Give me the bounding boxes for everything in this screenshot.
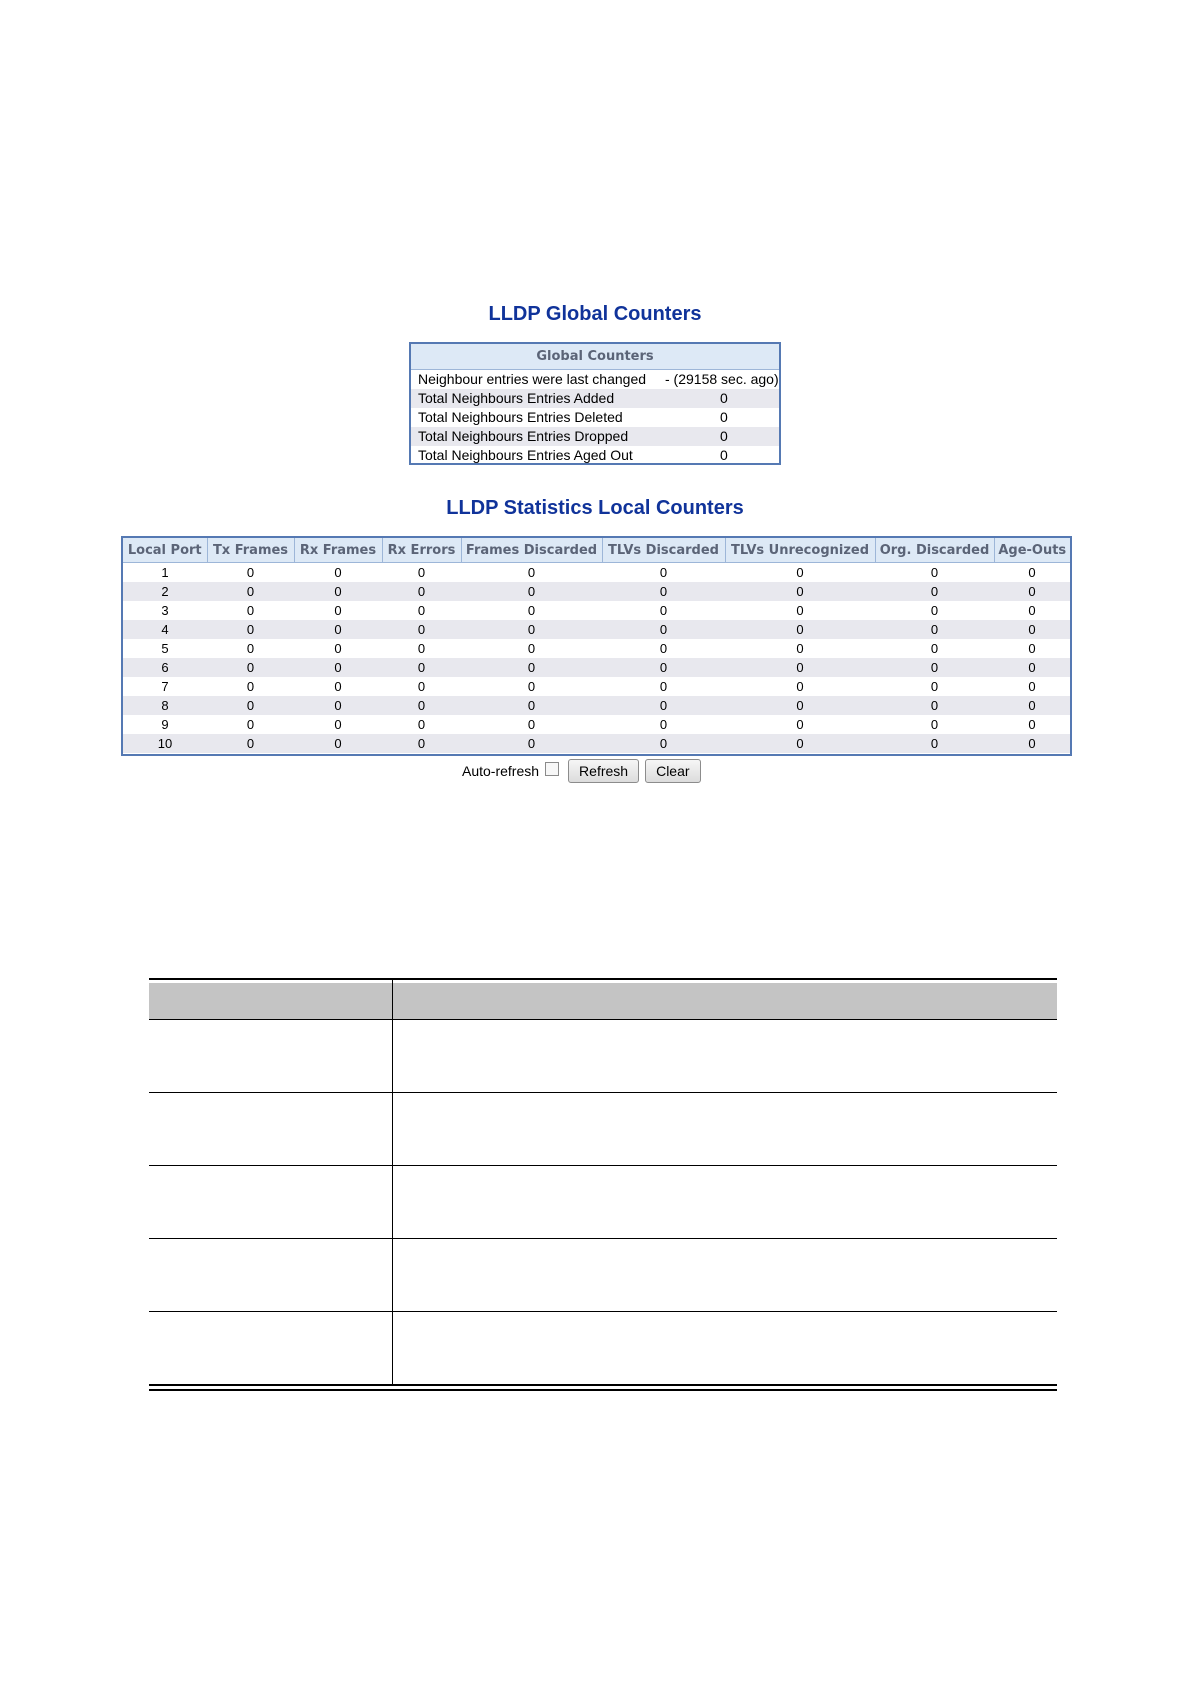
counter-cell: 0 bbox=[1028, 641, 1036, 656]
counter-cell: 0 bbox=[725, 734, 875, 753]
table-row bbox=[123, 658, 1070, 677]
counter-cell: 0 bbox=[1028, 717, 1036, 732]
counter-cell: 0 bbox=[796, 679, 804, 694]
table-row bbox=[123, 620, 1070, 639]
global-counter-label: Total Neighbours Entries Added bbox=[418, 390, 615, 406]
counter-cell: 0 bbox=[207, 734, 294, 753]
counter-cell: 0 bbox=[725, 658, 875, 677]
counter-cell: 0 bbox=[207, 620, 294, 639]
global-counter-row bbox=[411, 427, 779, 446]
column-header: Tx Frames bbox=[207, 538, 294, 563]
counter-cell: 0 bbox=[602, 658, 725, 677]
desc-table-divider bbox=[149, 1092, 1057, 1093]
port-cell: 7 bbox=[161, 679, 169, 694]
port-cell: 4 bbox=[123, 620, 207, 639]
counter-cell: 0 bbox=[1028, 679, 1036, 694]
port-cell: 9 bbox=[161, 717, 169, 732]
counter-cell: 0 bbox=[994, 658, 1070, 677]
counter-cell: 0 bbox=[246, 603, 255, 618]
clear-button[interactable]: Clear bbox=[645, 759, 700, 783]
port-cell: 10 bbox=[123, 734, 207, 753]
desc-table-column-divider bbox=[392, 980, 393, 1384]
counter-cell: 0 bbox=[294, 734, 382, 753]
port-cell: 6 bbox=[123, 658, 207, 677]
desc-table-bottom-rule bbox=[149, 1389, 1057, 1391]
counter-cell: 0 bbox=[796, 717, 804, 732]
counter-cell: 0 bbox=[930, 641, 939, 656]
column-header: Age-Outs bbox=[994, 538, 1070, 563]
global-counters-title: LLDP Global Counters bbox=[488, 303, 702, 325]
global-counter-value: 0 bbox=[720, 409, 728, 425]
counter-cell: 0 bbox=[382, 620, 461, 639]
port-cell: 8 bbox=[123, 696, 207, 715]
global-counter-label: Total Neighbours Entries Aged Out bbox=[418, 447, 633, 463]
table-row bbox=[123, 715, 1070, 734]
desc-table-top-rule bbox=[149, 978, 1057, 980]
counter-cell: 0 bbox=[334, 641, 342, 656]
column-header: Frames Discarded bbox=[461, 538, 602, 563]
counter-cell: 0 bbox=[294, 620, 382, 639]
counter-cell: 0 bbox=[602, 620, 725, 639]
counter-cell: 0 bbox=[334, 603, 342, 618]
counter-cell: 0 bbox=[930, 679, 939, 694]
counter-cell: 0 bbox=[725, 696, 875, 715]
column-header: Rx Frames bbox=[294, 538, 382, 563]
counter-cell: 0 bbox=[527, 641, 536, 656]
global-counter-row bbox=[411, 389, 779, 408]
counter-cell: 0 bbox=[875, 696, 994, 715]
counter-cell: 0 bbox=[602, 734, 725, 753]
counter-cell: 0 bbox=[246, 641, 255, 656]
autorefresh-checkbox[interactable] bbox=[545, 762, 559, 776]
controls-bar bbox=[462, 757, 707, 784]
counter-cell: 0 bbox=[294, 582, 382, 601]
counter-cell: 0 bbox=[875, 734, 994, 753]
counter-cell: 0 bbox=[875, 620, 994, 639]
global-counter-value: 0 bbox=[720, 447, 728, 463]
counter-cell: 0 bbox=[527, 603, 536, 618]
counter-cell: 0 bbox=[461, 658, 602, 677]
global-counter-label: Neighbour entries were last changed bbox=[418, 371, 647, 387]
counter-cell: 0 bbox=[527, 717, 536, 732]
column-header: Org. Discarded bbox=[875, 538, 994, 563]
counter-cell: 0 bbox=[246, 679, 255, 694]
column-header: TLVs Unrecognized bbox=[725, 538, 875, 563]
desc-table-divider bbox=[149, 1238, 1057, 1239]
counter-cell: 0 bbox=[246, 717, 255, 732]
counter-cell: 0 bbox=[294, 658, 382, 677]
counter-cell: 0 bbox=[725, 620, 875, 639]
refresh-button[interactable]: Refresh bbox=[568, 759, 639, 783]
counter-cell: 0 bbox=[382, 658, 461, 677]
port-cell: 1 bbox=[161, 565, 169, 580]
counter-cell: 0 bbox=[382, 582, 461, 601]
table-row bbox=[123, 696, 1070, 715]
counter-cell: 0 bbox=[294, 696, 382, 715]
column-header: TLVs Discarded bbox=[602, 538, 725, 563]
counter-cell: 0 bbox=[994, 696, 1070, 715]
counter-cell: 0 bbox=[1028, 603, 1036, 618]
counter-cell: 0 bbox=[382, 696, 461, 715]
global-counter-row bbox=[411, 446, 779, 465]
counter-cell: 0 bbox=[461, 582, 602, 601]
local-counters-table bbox=[121, 536, 1072, 756]
counter-cell: 0 bbox=[875, 658, 994, 677]
table-row bbox=[123, 563, 1070, 583]
global-counters-header: Global Counters bbox=[411, 344, 779, 370]
counter-cell: 0 bbox=[207, 696, 294, 715]
counter-cell: 0 bbox=[334, 565, 342, 580]
counter-cell: 0 bbox=[796, 565, 804, 580]
desc-table-divider bbox=[149, 1311, 1057, 1312]
counter-cell: 0 bbox=[417, 565, 426, 580]
counter-cell: 0 bbox=[659, 717, 668, 732]
counter-cell: 0 bbox=[461, 734, 602, 753]
table-row bbox=[123, 601, 1070, 620]
counter-cell: 0 bbox=[527, 679, 536, 694]
global-counter-value: 0 bbox=[720, 428, 728, 444]
counter-cell: 0 bbox=[334, 717, 342, 732]
global-counter-row bbox=[411, 408, 779, 427]
table-row bbox=[123, 582, 1070, 601]
column-header: Local Port bbox=[123, 538, 207, 563]
counter-cell: 0 bbox=[659, 565, 668, 580]
counter-cell: 0 bbox=[1028, 565, 1036, 580]
desc-table-header bbox=[149, 983, 1057, 1019]
global-counters-table bbox=[409, 342, 781, 465]
desc-table-divider bbox=[149, 1019, 1057, 1020]
local-counters-header-row bbox=[123, 538, 1070, 563]
counter-cell: 0 bbox=[417, 641, 426, 656]
counter-cell: 0 bbox=[796, 603, 804, 618]
counter-cell: 0 bbox=[417, 679, 426, 694]
table-row bbox=[123, 677, 1070, 696]
counter-cell: 0 bbox=[659, 641, 668, 656]
column-header: Rx Errors bbox=[382, 538, 461, 563]
counter-cell: 0 bbox=[659, 603, 668, 618]
counter-cell: 0 bbox=[994, 734, 1070, 753]
counter-cell: 0 bbox=[725, 582, 875, 601]
desc-table-divider bbox=[149, 1165, 1057, 1166]
port-cell: 3 bbox=[161, 603, 169, 618]
counter-cell: 0 bbox=[417, 717, 426, 732]
local-counters-title: LLDP Statistics Local Counters bbox=[446, 497, 744, 519]
counter-cell: 0 bbox=[246, 565, 255, 580]
counter-cell: 0 bbox=[930, 565, 939, 580]
table-row bbox=[123, 734, 1070, 753]
counter-cell: 0 bbox=[602, 582, 725, 601]
global-counter-value: - (29158 sec. ago) bbox=[665, 371, 779, 387]
autorefresh-label: Auto-refresh bbox=[462, 762, 540, 779]
counter-cell: 0 bbox=[659, 679, 668, 694]
desc-table-bottom-rule bbox=[149, 1384, 1057, 1386]
counter-cell: 0 bbox=[207, 582, 294, 601]
counter-cell: 0 bbox=[875, 582, 994, 601]
counter-cell: 0 bbox=[602, 696, 725, 715]
counter-cell: 0 bbox=[527, 565, 536, 580]
counter-cell: 0 bbox=[930, 717, 939, 732]
port-cell: 2 bbox=[123, 582, 207, 601]
counter-cell: 0 bbox=[334, 679, 342, 694]
counter-cell: 0 bbox=[461, 620, 602, 639]
table-row bbox=[123, 639, 1070, 658]
global-counter-value: 0 bbox=[720, 390, 728, 406]
counter-cell: 0 bbox=[417, 603, 426, 618]
port-cell: 5 bbox=[161, 641, 169, 656]
global-counter-label: Total Neighbours Entries Deleted bbox=[418, 409, 623, 425]
global-counter-label: Total Neighbours Entries Dropped bbox=[418, 428, 629, 444]
counter-cell: 0 bbox=[382, 734, 461, 753]
counter-cell: 0 bbox=[930, 603, 939, 618]
global-counter-row bbox=[411, 370, 779, 389]
counter-cell: 0 bbox=[994, 582, 1070, 601]
counter-cell: 0 bbox=[994, 620, 1070, 639]
counter-cell: 0 bbox=[796, 641, 804, 656]
counter-cell: 0 bbox=[207, 658, 294, 677]
counter-cell: 0 bbox=[461, 696, 602, 715]
